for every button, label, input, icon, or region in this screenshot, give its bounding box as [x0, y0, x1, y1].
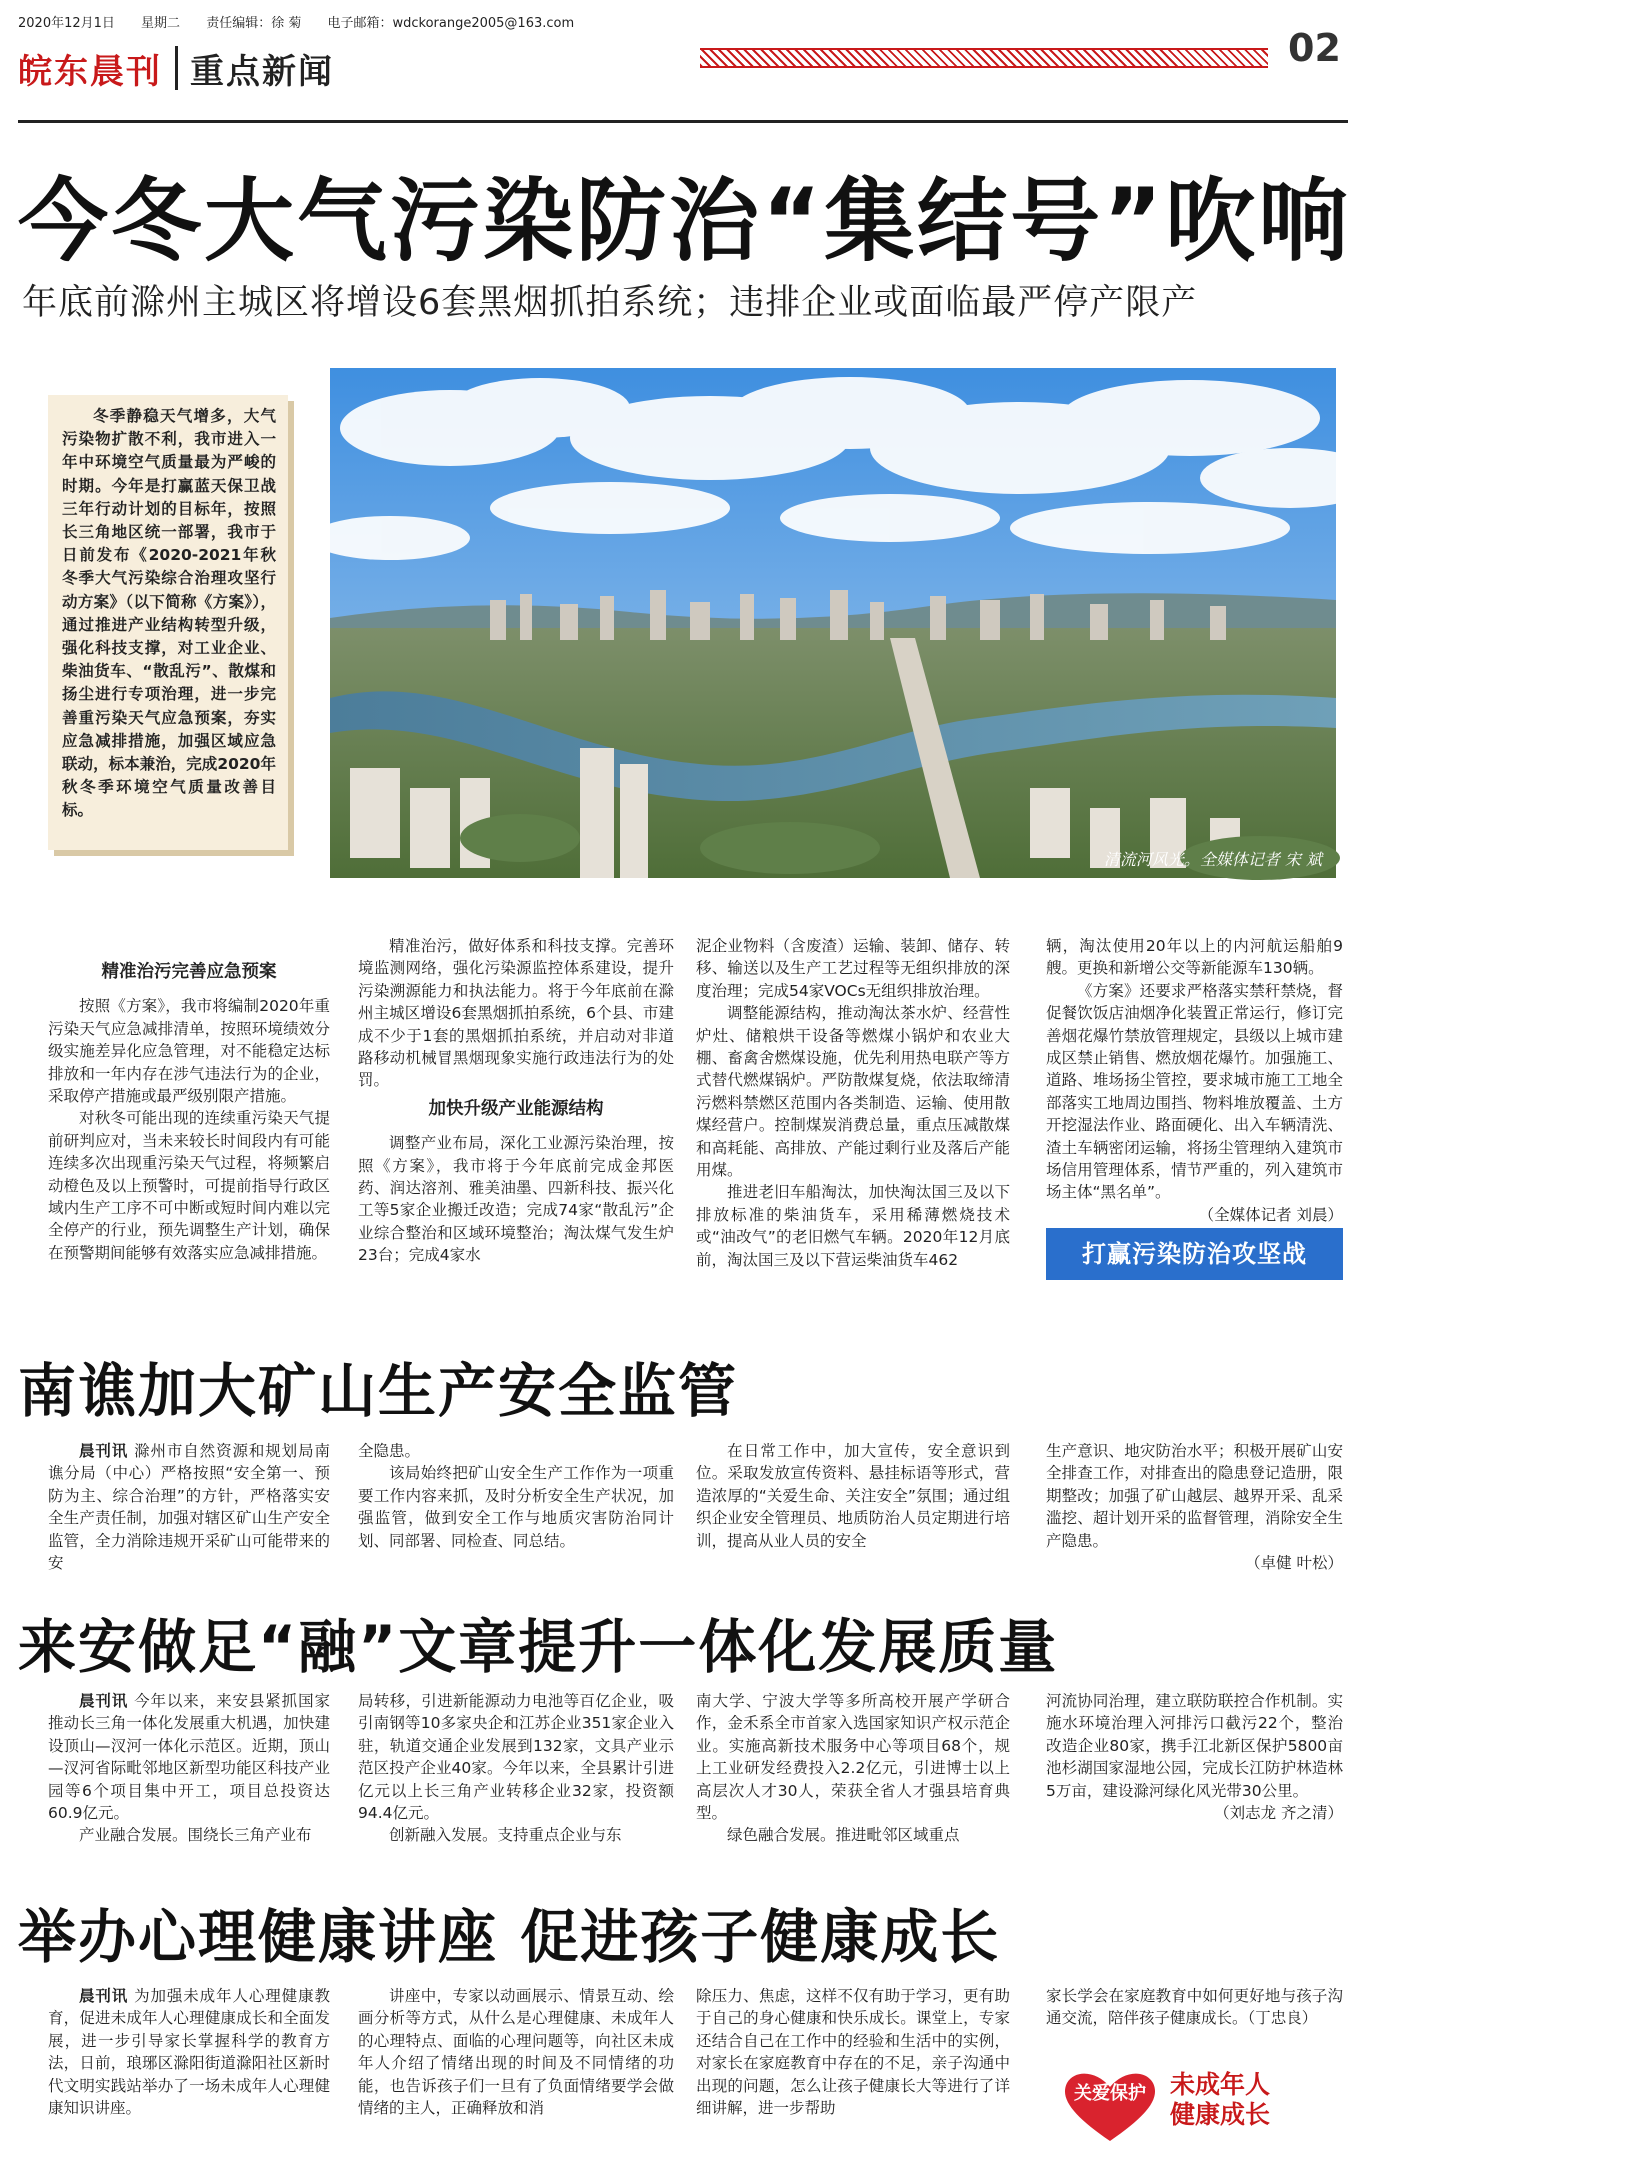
article-signature: （卓健 叶松） [1245, 1554, 1343, 1573]
paragraph: 辆，淘汰使用20年以上的内河航运船舶9艘。更换和新增公交等新能源车130辆。 [1046, 937, 1343, 978]
paragraph: 精准治污，做好体系和科技支撑。完善环境监测网络，强化污染源监控体系建设，提升污染溯源能力和执法能力。将于今年底前在滁州主城区增设6套黑烟抓拍系统，6个县、市建成不少于1套的黑烟抓拍系统，并启动对非道路移动机械冒黑烟现象实施行政违法行为的处罚。 [358, 937, 674, 1090]
paragraph: 对秋冬可能出现的连续重污染天气提前研判应对，当未来较长时间段内有可能连续多次出现重污染天气过程，将频繁启动橙色及以上预警时，可提前指导行政区域内生产工序不可中断或短时间内难以完全停产的行业，预先调整生产计划，确保在预警期间能够有效落实应急减排措施。 [48, 1109, 330, 1262]
article2-column-1 [48, 1440, 330, 1573]
subhead-precision: 精准治污完善应急预案 [101, 962, 277, 982]
paragraph: 除压力、焦虑，这样不仅有助于学习，更有助于自己的身心健康和快乐成长。课堂上，专家还结合自己在工作中的经验和生活中的实例，对家长在家庭教育中存在的不足，亲子沟通中出现的问题，怎么让孩子健康长大等进行了详细讲解，进一步帮助 [696, 1987, 1010, 2118]
heart-icon [1055, 2065, 1165, 2145]
newspaper-brand: 皖东晨刊 [18, 52, 162, 92]
paragraph: 调整产业布局，深化工业源污染治理，按照《方案》，我市将于今年底前完成金邦医药、润达溶剂、雅美油墨、四新科技、振兴化工等5家企业搬迁改造；完成74家“散乱污”企业综合整治和区域环境整治；淘汰煤气发生炉23台；完成4家水 [358, 1134, 674, 1265]
paragraph: 绿色融合发展。推进毗邻区域重点 [727, 1826, 960, 1845]
campaign-banner: 打赢污染防治攻坚战 [1046, 1228, 1343, 1280]
article1-column-2 [358, 935, 674, 1300]
byline: 晨刊讯 [79, 1692, 129, 1710]
article4-column-4 [1046, 1985, 1343, 2045]
stamp-right-text [1170, 2070, 1270, 2130]
stamp-left-text: 关爱保护 [1074, 2083, 1146, 2104]
article2-headline: 南谯加大矿山生产安全监管 [18, 1357, 739, 1425]
paragraph: 讲座中，专家以动画展示、情景互动、绘画分析等方式，从什么是心理健康、未成年人的心理特点、面临的心理问题等，向社区未成年人介绍了情绪出现的时间及不同情绪的功能，也告诉孩子们一旦有了负面情绪要学会做情绪的主人，正确释放和消 [358, 1987, 674, 2118]
paragraph: 推进老旧车船淘汰，加快淘汰国三及以下排放标准的柴油货车，采用稀薄燃烧技术或“油改气”的老旧燃气车辆。2020年12月底前，淘汰国三及以下营运柴油货车462 [696, 1183, 1010, 1269]
lead-text: 冬季静稳天气增多，大气污染物扩散不利，我市进入一年中环境空气质量最为严峻的时期。今年是打赢蓝天保卫战三年行动计划的目标年，按照长三角地区统一部署，我市于日前发布《2020-2021年秋冬季大气污染综合治理攻坚行动方案》（以下简称《方案》），通过推进产业结构转型升级，强化科技支撑，对工业企业、柴油货车、“散乱污”、散煤和扬尘进行专项治理，进一步完善重污染天气应急预案，夯实应急减排措施，加强区域应急联动，标本兼治，完成2020年秋冬季环境空气质量改善目标。 [62, 407, 276, 820]
article4-column-1 [48, 1985, 330, 2160]
article-signature: （全媒体记者 刘晨） [1198, 1205, 1343, 1224]
paragraph: 全隐患。 [358, 1442, 421, 1460]
article3-column-1 [48, 1690, 330, 1850]
article2-column-2 [358, 1440, 674, 1555]
stamp-line-2: 健康成长 [1170, 2100, 1271, 2129]
care-heart-logo [1055, 2065, 1165, 2145]
paragraph: 河流协同治理，建立联防联控合作机制。实施水环境治理入河排污口截污22个，整治改造企业80家，携手江北新区保护5800亩池杉湖国家湿地公园，完成长江防护林造林5万亩，建设滁河绿化风光带30公里。 [1046, 1692, 1343, 1800]
article1-column-4 [1046, 935, 1343, 1224]
editor: 责任编辑：徐 菊 [206, 16, 302, 31]
article3-column-3 [696, 1690, 1010, 1850]
paragraph: 泥企业物料（含废渣）运输、装卸、储存、转移、输送以及生产工艺过程等无组织排放的深度治理；完成54家VOCs无组织排放治理。 [696, 937, 1010, 1000]
paragraph: 创新融入发展。支持重点企业与东 [389, 1826, 622, 1845]
paragraph: 局转移，引进新能源动力电池等百亿企业，吸引南钢等10多家央企和江苏企业351家企业入驻，轨道交通企业发展到132家，文具产业示范区投产企业40家。今年以来，全县累计引进亿元以上长三角产业转移企业32家，投资额94.4亿元。 [358, 1692, 674, 1823]
article1-column-3 [696, 935, 1010, 1300]
weekday: 星期二 [141, 16, 181, 31]
section-title: 重点新闻 [190, 52, 334, 92]
paragraph: 该局始终把矿山安全生产工作作为一项重要工作内容来抓，及时分析安全生产状况，加强监管，做到安全工作与地质灾害防治同计划、同部署、同检查、同总结。 [358, 1464, 674, 1550]
article1-column-1 [48, 955, 330, 1300]
subhead-energy: 加快升级产业能源结构 [428, 1098, 604, 1119]
paragraph: 在日常工作中，加大宣传，安全意识到位。采取发放宣传资料、悬挂标语等形式，营造浓厚的“关爱生命、关注安全”氛围；通过组织企业安全管理员、地质防治人员定期进行培训，提高从业人员的安全 [696, 1442, 1010, 1550]
paragraph: 产业融合发展。围绕长三角产业布 [79, 1826, 312, 1845]
paragraph: 调整能源结构，推动淘汰茶水炉、经营性炉灶、储粮烘干设备等燃煤小锅炉和农业大棚、畜禽舍燃煤设施，优先利用热电联产等方式替代燃煤锅炉。严防散煤复烧，依法取缔清污燃料禁燃区范围内各类制造、运输、使用散煤经营户。控制煤炭消费总量，重点压减散煤和高耗能、高排放、产能过剩行业及落后产能用煤。 [696, 1004, 1010, 1180]
header-info [18, 12, 596, 31]
main-subheadline: 年底前滁州主城区将增设6套黑烟抓拍系统；违排企业或面临最严停产限产 [22, 283, 1198, 323]
paragraph: 按照《方案》，我市将编制2020年重污染天气应急减排清单，按照环境绩效分级实施差异化应急管理，对不能稳定达标排放和一年内存在涉气违法行为的企业，采取停产措施或最严级别限产措施。 [48, 997, 330, 1106]
article4-column-3 [696, 1985, 1010, 2160]
header-rule [18, 120, 1348, 123]
paragraph: 南大学、宁波大学等多所高校开展产学研合作，金禾系全市首家入选国家知识产权示范企业。实施高新技术服务中心等项目68个，规上工业研发经费投入2.2亿元，引进博士以上高层次人才30人，荣获全省人才强县培育典型。 [696, 1692, 1010, 1823]
page-number: 02 [1288, 26, 1341, 70]
paragraph: 生产意识、地灾防治水平；积极开展矿山安全排查工作，对排查出的隐患登记造册，限期整改；加强了矿山越层、越界开采、乱采滥挖、超计划开采的监督管理，消除安全生产隐患。 [1046, 1442, 1343, 1550]
brand-divider [175, 46, 178, 90]
lead-box [48, 395, 288, 850]
main-headline: 今冬大气污染防治“集结号”吹响 [18, 169, 1352, 274]
paragraph: 今年以来，来安县紧抓国家推动长三角一体化发展重大机遇，加快建设顶山—汊河一体化示范区。近期，顶山—汊河省际毗邻地区新型功能区科技产业园等6个项目集中开工，项目总投资达60.9亿元。 [48, 1692, 330, 1823]
article3-headline: 来安做足“融”文章提升一体化发展质量 [18, 1613, 1059, 1681]
email: 电子邮箱：wdckorange2005@163.com [327, 16, 575, 31]
paragraph: 家长学会在家庭教育中如何更好地与孩子沟通交流，陪伴孩子健康成长。（丁忠良） [1046, 1987, 1343, 2028]
stamp-line-1: 未成年人 [1170, 2070, 1271, 2099]
photo-caption: 清流河风光。全媒体记者 宋 斌 [1103, 850, 1322, 869]
article2-column-3 [696, 1440, 1010, 1555]
byline: 晨刊讯 [79, 1442, 129, 1460]
photo-illustration [330, 368, 1336, 878]
article4-headline: 举办心理健康讲座 促进孩子健康成长 [18, 1903, 1001, 1971]
date: 2020年12月1日 [18, 16, 115, 31]
city-river-photo [330, 368, 1336, 878]
header-hatch-bar [700, 48, 1268, 68]
paragraph: 滁州市自然资源和规划局南谯分局（中心）严格按照“安全第一、预防为主、综合治理”的方针，严格落实安全生产责任制，加强对辖区矿山生产安全监管，全力消除违规开采矿山可能带来的安 [48, 1442, 330, 1573]
paragraph: 《方案》还要求严格落实禁秆禁烧，督促餐饮饭店油烟净化装置正常运行，修订完善烟花爆竹禁放管理规定，县级以上城市建成区禁止销售、燃放烟花爆竹。加强施工、道路、堆场扬尘管控，要求城市施工工地全部落实工地周边围挡、物料堆放覆盖、土方开挖湿法作业、路面硬化、出入车辆清洗、渣土车辆密闭运输，将扬尘管理纳入建筑市场信用管理体系，情节严重的，列入建筑市场主体“黑名单”。 [1046, 981, 1343, 1202]
article2-column-4 [1046, 1440, 1343, 1573]
article4-column-2 [358, 1985, 674, 2160]
article-signature: （刘志龙 齐之清） [1214, 1804, 1343, 1823]
article3-column-4 [1046, 1690, 1343, 1850]
paragraph: 为加强未成年人心理健康教育，促进未成年人心理健康成长和全面发展，进一步引导家长掌握科学的教育方法，日前，琅琊区滁阳街道滁阳社区新时代文明实践站举办了一场未成年人心理健康知识讲座。 [48, 1987, 330, 2118]
article3-column-2 [358, 1690, 674, 1850]
byline: 晨刊讯 [79, 1987, 129, 2005]
